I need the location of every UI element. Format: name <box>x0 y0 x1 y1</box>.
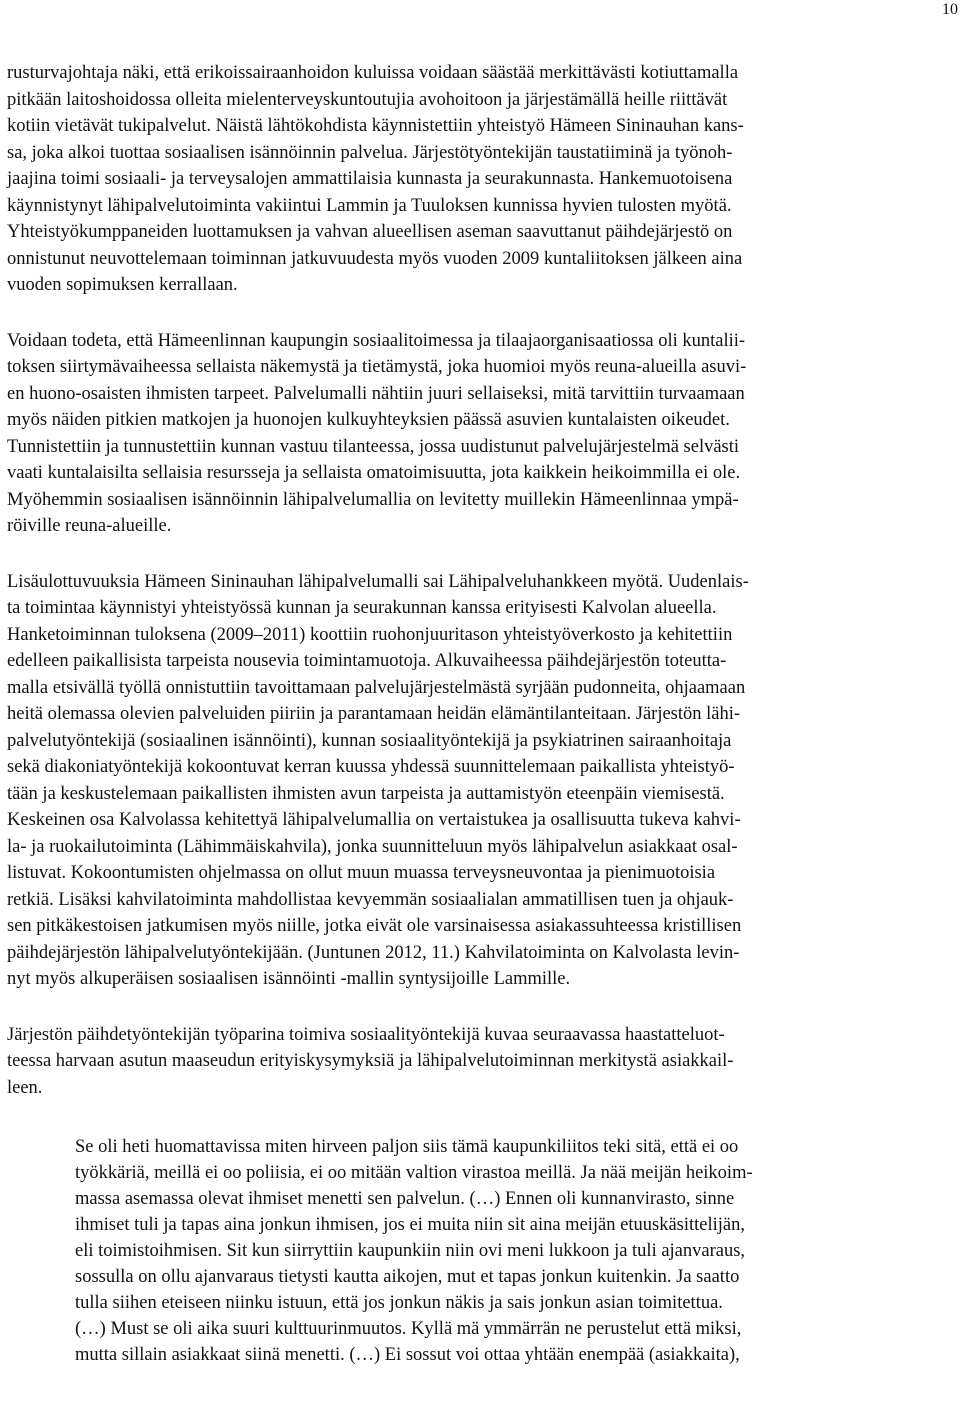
text-line: palvelutyöntekijä (sosiaalinen isännöinti), kunnan sosiaalityöntekijä ja psykiatrinen sairaanhoitaja <box>7 730 732 751</box>
text-line: retkiä. Lisäksi kahvilatoiminta mahdollistaa kevyemmän sosiaalialan ammatillisen tuen ja ohjauk- <box>7 889 734 910</box>
paragraph-1 <box>7 60 951 299</box>
quote-line: Se oli heti huomattavissa miten hirveen paljon siis tämä kaupunkiliitos teki sitä, että ei oo <box>75 1137 739 1157</box>
text-line: röiville reuna-alueille. <box>7 516 172 536</box>
quote-line: tulla siihen eteiseen niinku istuun, että jos jonkun näkis ja sais jonkun asian toimitettua. <box>75 1293 723 1313</box>
text-line: Voidaan todeta, että Hämeenlinnan kaupungin sosiaalitoimessa ja tilaajaorganisaatiossa oli kuntalii- <box>7 330 746 351</box>
text-line: vaati kuntalaisilta sellaisia resursseja ja sellaista omatoimisuutta, jota kaikkein heikoimmilla ei ole. <box>7 463 741 483</box>
text-line: myös näiden pitkien matkojen ja huonojen kulkuyhteyksien päässä asuvien kuntalaisten oikeudet. <box>7 410 730 430</box>
text-line: Hanketoiminnan tuloksena (2009–2011) koottiin ruohonjuuritason yhteistyöverkosto ja kehitettiin <box>7 624 733 645</box>
text-line: sa, joka alkoi tuottaa sosiaalisen isännöinnin palvelua. Järjestötyöntekijän taustatiiminä ja työnoh- <box>7 142 733 163</box>
text-line: Lisäulottuvuuksia Hämeen Sininauhan lähipalvelumalli sai Lähipalveluhankkeen myötä. Uudenlais- <box>7 571 749 592</box>
paragraph-2 <box>7 328 951 540</box>
text-line: rusturvajohtaja näki, että erikoissairaanhoidon kuluissa voidaan säästää merkittävästi kotiuttamalla <box>7 63 739 83</box>
quote-line: (…) Must se oli aika suuri kulttuurinmuutos. Kyllä mä ymmärrän ne perustelut että miksi, <box>75 1319 742 1339</box>
quote-line: mutta sillain asiakkaat siinä menetti. (…) Ei sossut voi ottaa yhtään enempää (asiakkaita), <box>75 1345 740 1365</box>
quote-line: sossulla on ollu ajanvaraus tietysti kautta aikojen, mut et tapas jonkun kuitenkin. Ja saatto <box>75 1267 740 1287</box>
text-line: päihdejärjestön lähipalvelutyöntekijään. (Juntunen 2012, 11.) Kahvilatoiminta on Kalvolasta levin- <box>7 942 740 963</box>
page-number: 10 <box>942 1 958 18</box>
document-body <box>7 60 951 1368</box>
text-line: Yhteistyökumppaneiden luottamuksen ja vahvan alueellisen aseman saavuttanut päihdejärjestö on <box>7 222 733 242</box>
quote-line: ihmiset tuli ja tapas aina jonkun ihmisen, jos ei muita niin sit aina meijän etuuskäsittelijän, <box>75 1215 745 1235</box>
text-line: tään ja keskustelemaan paikallisten ihmisten avun tarpeista ja auttamistyön eteenpäin viemisestä. <box>7 783 725 804</box>
interview-quote <box>7 1134 951 1368</box>
text-line: Keskeinen osa Kalvolassa kehitettyä lähipalvelumallia on vertaistukea ja osallisuutta tukeva kahvi- <box>7 810 741 830</box>
text-line: heitä olemassa olevien palveluiden piiriin ja parantamaan heidän elämäntilanteitaan. Järjestön lähi- <box>7 704 741 724</box>
quote-line: työkkäriä, meillä ei oo poliisia, ei oo mitään valtion virastoa meillä. Ja nää meijän heikoim- <box>75 1163 753 1183</box>
text-line: ta toimintaa käynnistyi yhteistyössä kunnan ja seurakunnan kanssa erityisesti Kalvolan alueella. <box>7 598 717 618</box>
text-line: la- ja ruokailutoiminta (Lähimmäiskahvila), jonka suunnitteluun myös lähipalvelun asiakkaat osal- <box>7 836 738 857</box>
text-line: sekä diakoniatyöntekijä kokoontuvat kerran kuussa yhdessä suunnittelemaan paikallista yhteistyö- <box>7 757 735 777</box>
text-line: Myöhemmin sosiaalisen isännöinnin lähipalvelumallia on levitetty muillekin Hämeenlinnaa ympä- <box>7 489 739 510</box>
text-line: pitkään laitoshoidossa olleita mielenterveyskuntoutujia avohoitoon ja järjestämällä heille riittävät <box>7 89 728 110</box>
text-line: kotiin vietävät tukipalvelut. Näistä lähtökohdista käynnistettiin yhteistyö Hämeen Sininauhan kans- <box>7 116 744 136</box>
paragraph-3 <box>7 569 951 993</box>
text-line: onnistunut neuvottelemaan toiminnan jatkuvuudesta myös vuoden 2009 kuntaliitoksen jälkeen aina <box>7 248 743 269</box>
text-line: edelleen paikallisista tarpeista nousevia toimintamuotoja. Alkuvaiheessa päihdejärjestön toteutta- <box>7 651 727 671</box>
text-line: käynnistynyt lähipalvelutoiminta vakiintui Lammin ja Tuuloksen kunnissa hyvien tulosten myötä. <box>7 195 732 216</box>
text-line: jaajina toimi sosiaali- ja terveysalojen ammattilaisia kunnasta ja seurakunnasta. Hankemuotoisena <box>7 169 733 189</box>
text-line: sen pitkäkestoisen jatkumisen myös niille, jotka eivät ole varsinaisessa asiakassuhteessa kristillisen <box>7 916 742 936</box>
text-line: nyt myös alkuperäisen sosiaalisen isännöinti -mallin syntysijoille Lammille. <box>7 969 571 989</box>
text-line: teessa harvaan asutun maaseudun erityiskysymyksiä ja lähipalvelutoiminnan merkitystä asiakkail- <box>7 1051 734 1071</box>
text-line: Tunnistettiin ja tunnustettiin kunnan vastuu tilanteessa, jossa uudistunut palvelujärjestelmä selvästi <box>7 436 740 457</box>
text-line: Järjestön päihdetyöntekijän työparina toimiva sosiaalityöntekijä kuvaa seuraavassa haastatteluot- <box>7 1024 725 1045</box>
text-line: en huono-osaisten ihmisten tarpeet. Palvelumalli nähtiin juuri sellaiseksi, mitä tarvittiin turvaamaan <box>7 383 745 404</box>
paragraph-4 <box>7 1022 951 1102</box>
quote-line: massa asemassa olevat ihmiset menetti sen palvelun. (…) Ennen oli kunnanvirasto, sinne <box>75 1189 735 1209</box>
text-line: leen. <box>7 1077 43 1098</box>
quote-line: eli toimistoihmisen. Sit kun siirryttiin kaupunkiin niin ovi meni lukkoon ja tuli ajanvaraus, <box>75 1241 746 1261</box>
text-line: malla etsivällä työllä onnistuttiin tavoittamaan palvelujärjestelmästä syrjään pudonneita, ohjaamaan <box>7 677 746 698</box>
text-line: vuoden sopimuksen kerrallaan. <box>7 275 238 295</box>
text-line: listuvat. Kokoontumisten ohjelmassa on ollut muun muassa terveysneuvontaa ja pienimuotoisia <box>7 863 716 883</box>
text-line: toksen siirtymävaiheessa sellaista näkemystä ja tietämystä, joka huomioi myös reuna-alueilla asuvi- <box>7 357 747 377</box>
